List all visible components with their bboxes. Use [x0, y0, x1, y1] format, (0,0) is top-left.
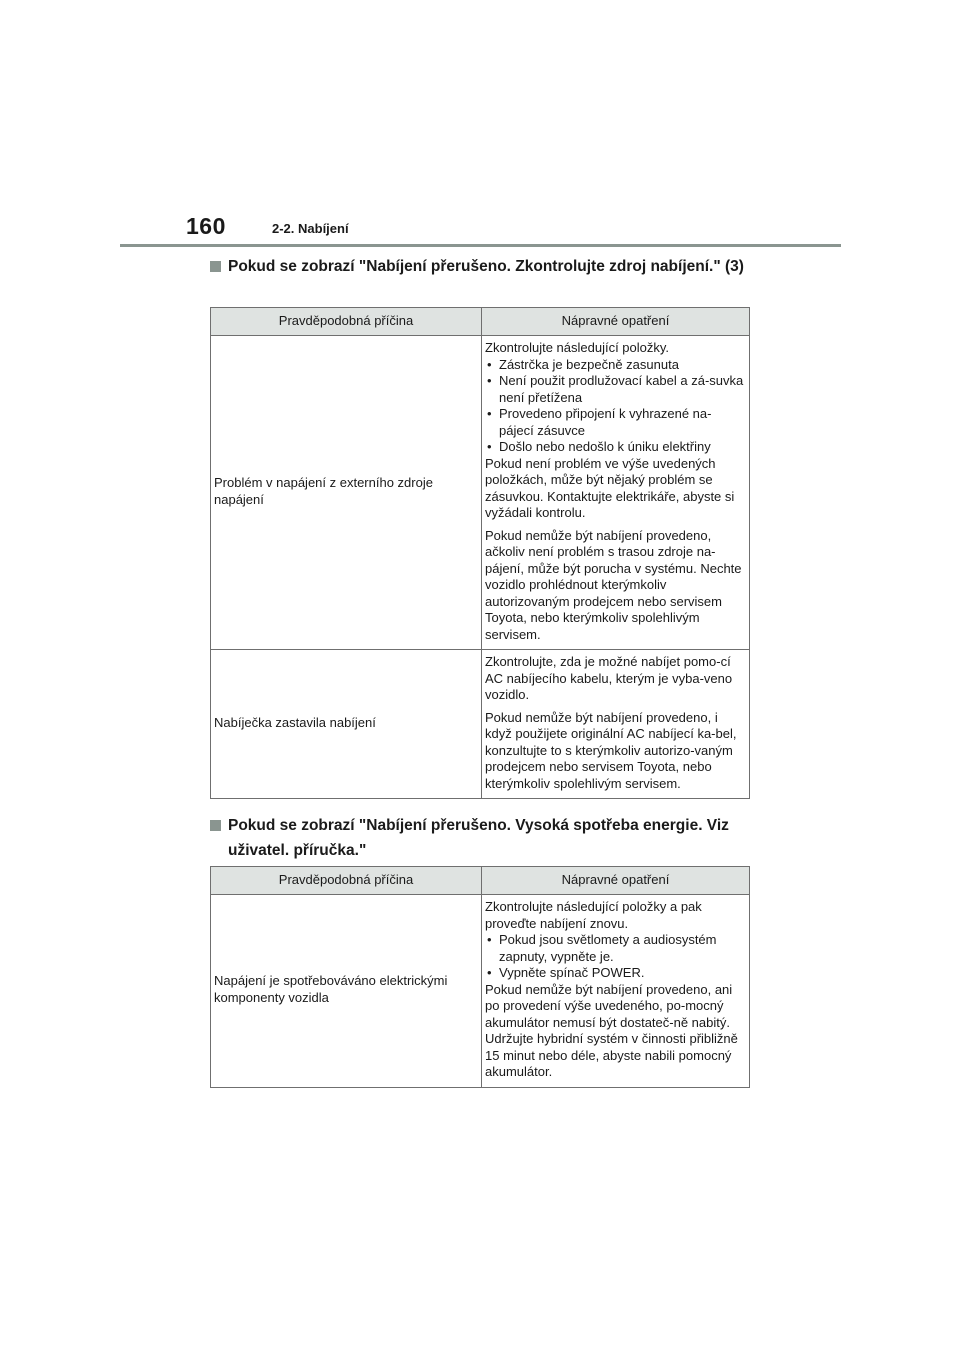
remedy-cell — [482, 650, 750, 799]
section-heading-1 — [210, 254, 770, 279]
remedy-checklist — [485, 932, 746, 982]
section-heading-2 — [210, 813, 770, 863]
column-header-remedy: Nápravné opatření — [482, 867, 750, 895]
remedy-paragraph: Pokud nemůže být nabíjení provedeno, ani po provedení výše uvedeného, po-mocný akumulátor nemusí být dostateč-ně nabitý. Udržujte hybridní systém v činnosti přibližně 15 minut nebo déle, abyste nabili pomocný akumulátor. — [485, 981, 738, 1079]
remedy-paragraph: Zkontrolujte, zda je možné nabíjet pomo-cí AC nabíjecího kabelu, kterým je vyba-veno vozidlo. — [485, 654, 733, 702]
table-header-row — [211, 867, 750, 895]
table-header-row — [211, 308, 750, 336]
remedy-intro: Zkontrolujte následující položky. — [485, 340, 670, 355]
section-heading-text: Pokud se zobrazí "Nabíjení přerušeno. Vysoká spotřeba energie. Viz uživatel. příručka." — [228, 817, 729, 859]
list-item: • Zástrčka je bezpečně zasunuta — [485, 357, 746, 374]
column-header-remedy: Nápravné opatření — [482, 308, 750, 336]
remedy-intro: Zkontrolujte následující položky a pak proveďte nabíjení znovu. — [485, 899, 702, 931]
table-row — [211, 650, 750, 799]
table-row — [211, 895, 750, 1088]
list-item: • Není použit prodlužovací kabel a zá-suvka není přetížena — [485, 373, 746, 406]
header-rule — [120, 244, 841, 247]
remedy-checklist — [485, 357, 746, 456]
table-row — [211, 336, 750, 650]
list-item: • Vypněte spínač POWER. — [485, 965, 746, 982]
chapter-title: 2-2. Nabíjení — [272, 221, 349, 236]
troubleshooting-table-2 — [210, 866, 750, 1088]
remedy-paragraph: Pokud nemůže být nabíjení provedeno, ačkoliv není problém s trasou zdroje na-pájení, může být porucha v systému. Nechte vozidlo prohlédnout kterýmkoliv autorizovaným prodejcem nebo servisem Toyota, nebo kterýmkoliv spolehlivým servisem. — [485, 527, 742, 642]
cause-cell: Problém v napájení z externího zdroje napájení — [211, 336, 482, 650]
cause-cell: Napájení je spotřebováváno elektrickými komponenty vozidla — [211, 895, 482, 1088]
remedy-cell — [482, 336, 750, 650]
remedy-cell — [482, 895, 750, 1088]
list-item: • Pokud jsou světlomety a audiosystém zapnuty, vypněte je. — [485, 932, 746, 965]
remedy-paragraph: Pokud není problém ve výše uvedených položkách, může být nějaký problém se zásuvkou. Kontaktujte elektrikáře, abyste si vyžádali kontrolu. — [485, 455, 735, 520]
heading-marker-icon — [210, 820, 221, 831]
list-item: • Provedeno připojení k vyhrazené na-pájecí zásuvce — [485, 406, 746, 439]
cause-cell: Nabíječka zastavila nabíjení — [211, 650, 482, 799]
column-header-cause: Pravděpodobná příčina — [211, 308, 482, 336]
list-item: • Došlo nebo nedošlo k úniku elektřiny — [485, 439, 746, 456]
remedy-paragraph: Pokud nemůže být nabíjení provedeno, i když použijete originální AC nabíjecí ka-bel, konzultujte to s kterýmkoliv autorizo-vaným prodejcem nebo servisem Toyota, nebo kterýmkoliv spolehlivým servisem. — [485, 709, 737, 791]
troubleshooting-table-1 — [210, 307, 750, 799]
page-number: 160 — [186, 213, 226, 239]
column-header-cause: Pravděpodobná příčina — [211, 867, 482, 895]
heading-marker-icon — [210, 261, 221, 272]
section-heading-text: Pokud se zobrazí "Nabíjení přerušeno. Zkontrolujte zdroj nabíjení." (3) — [228, 258, 744, 275]
